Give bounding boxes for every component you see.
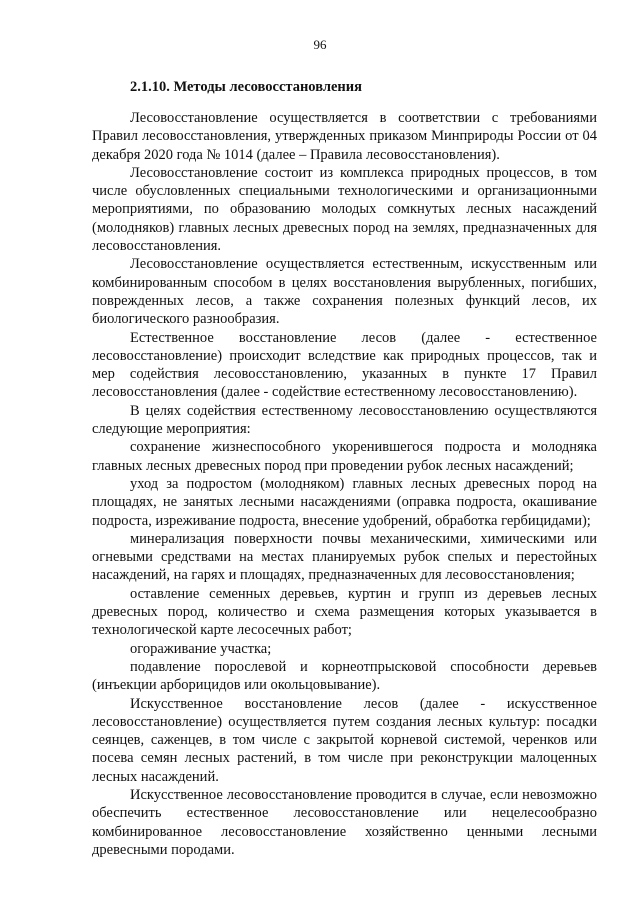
paragraph: В целях содействия естественному лесовосстановлению осуществляются следующие мероприятия: [92,402,597,438]
paragraph: Естественное восстановление лесов (далее - естественное лесовосстановление) происходит вследствие как природных процессов, так и мер содействия лесовосстановлению, указанных в пункте 17 Правил лесовосстановления (далее - содействие естественному лесовосстановлению). [92,329,597,401]
page-number: 96 [313,37,327,52]
list-item: минерализация поверхности почвы механическими, химическими или огневыми средствами на местах планируемых рубок спелых и перестойных насаждений, на гарях и площадях, предназначенных для лесовосстановления; [92,530,597,584]
list-item: уход за подростом (молодняком) главных лесных древесных пород на площадях, не занятых лесными насаждениями (оправка подроста, окашивание подроста, изреживание подроста, внесение удобрений, обработка гербицидами); [92,475,597,529]
paragraph: Искусственное лесовосстановление проводится в случае, если невозможно обеспечить естественное лесовосстановление или нецелесообразно комбинированное лесовосстановление хозяйственно ценными лесными древесными породами. [92,786,597,858]
list-item: сохранение жизнеспособного укоренившегося подроста и молодняка главных лесных древесных пород при проведении рубок лесных насаждений; [92,439,597,474]
list-item: огораживание участка; [130,640,272,657]
section-title: 2.1.10. Методы лесовосстановления [130,79,362,95]
paragraph: Лесовосстановление состоит из комплекса природных процессов, в том числе обусловленных специальными технологическими и организационными мероприятиями, по образованию молодых сомкнутых лесных насаждений (молодняков) главных лесных древесных пород на землях, предназначенных для лесовосстановления. [92,164,597,255]
list-item: оставление семенных деревьев, куртин и групп из деревьев лесных древесных пород, количество и схема размещения которых указывается в технологической карте лесосечных работ; [92,585,597,639]
list-item: подавление порослевой и корнеотпрысковой способности деревьев (инъекции арборицидов или окольцовывание). [92,658,597,694]
paragraph: Лесовосстановление осуществляется в соответствии с требованиями Правил лесовосстановления, утвержденных приказом Минприроды России от 04 декабря 2020 года № 1014 (далее – Правила лесовосстановления). [92,110,597,163]
body-text [92,109,597,859]
paragraph: Лесовосстановление осуществляется естественным, искусственным или комбинированным способом в целях восстановления вырубленных, погибших, поврежденных лесов, а также сохранения полезных функций лесов, их биологического разнообразия. [92,256,597,328]
paragraph: Искусственное восстановление лесов (далее - искусственное лесовосстановление) осуществляется путем создания лесных культур: посадки сеянцев, саженцев, в том числе с закрытой корневой системой, черенков или посева семян лесных растений, в том числе при реконструкции малоценных лесных насаждений. [92,695,597,785]
